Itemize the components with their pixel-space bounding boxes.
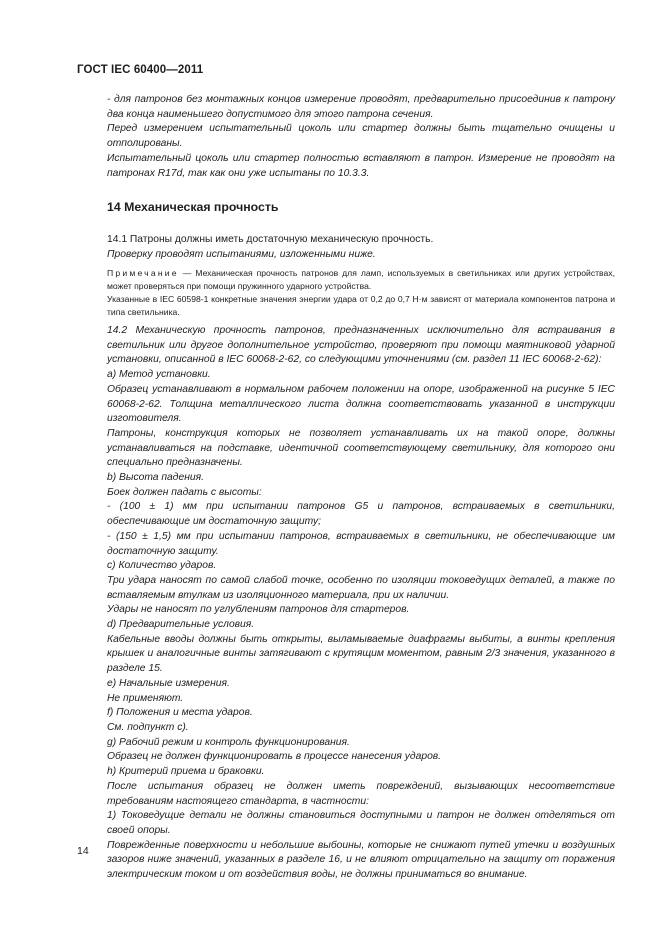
item-title: b) Высота падения. bbox=[107, 472, 204, 484]
item-title: c) Количество ударов. bbox=[107, 560, 217, 572]
note-paragraph bbox=[107, 267, 615, 293]
item-title: h) Критерий приема и браковки. bbox=[107, 766, 265, 778]
paragraph: 14.2 Механическую прочность патронов, предназначенных исключительно для встраивания в светильник или другое дополнительное устройство, проверяют при помощи маятниковой ударной установки, описанной в IEC 60068-2-62, со следующими уточнениями (см. раздел 11 IEC 60068-2-62): bbox=[107, 325, 615, 366]
note-paragraph: Указанные в IEC 60598-1 конкретные значения энергии удара от 0,2 до 0,7 Н·м зависят от материала компонентов патрона и типа светильника. bbox=[107, 294, 615, 317]
paragraph: Образец устанавливают в нормальном рабочем положении на опоре, изображенной на рисунке 5 IEC 60068-2-62. Толщина металлического листа должна соответствовать указанной в инструкции изготовителя. bbox=[107, 383, 615, 425]
item-title: g) Рабочий режим и контроль функционирования. bbox=[107, 736, 350, 748]
item-title: e) Начальные измерения. bbox=[107, 677, 230, 689]
paragraph: Кабельные вводы должны быть открыты, выламываемые диафрагмы выбиты, а винты крепления крышек и аналогичные винты затягивают с крутящим моментом, равным 2/3 значения, указанного в разделе 15. bbox=[107, 633, 615, 675]
paragraph: 14.1 Патроны должны иметь достаточную механическую прочность. bbox=[107, 234, 434, 245]
paragraph: После испытания образец не должен иметь повреждений, вызывающих несоответствие требованиям настоящего стандарта, в частности: bbox=[107, 780, 615, 807]
page-number: 14 bbox=[77, 845, 89, 857]
paragraph: Проверку проводят испытаниями, изложенными ниже. bbox=[107, 248, 376, 260]
intro-block bbox=[107, 93, 615, 181]
item-title: a) Метод установки. bbox=[107, 369, 211, 381]
clause-14-2 bbox=[107, 324, 615, 883]
document-header: ГОСТ IEC 60400—2011 bbox=[77, 64, 204, 76]
paragraph: 1) Токоведущие детали не должны становиться доступными и патрон не должен отделяться от своей опоры. bbox=[107, 810, 615, 836]
item-title: f) Положения и места ударов. bbox=[107, 707, 253, 719]
paragraph: Патроны, конструкция которых не позволяет устанавливать их на такой опоре, должны устанавливаться на подставке, идентичной соответствующему светильнику, для которого они специально предназначены. bbox=[107, 427, 615, 469]
clause-14-1 bbox=[107, 233, 615, 262]
note-text: — Механическая прочность патронов для ламп, используемых в светильниках или других устройствах, может проверяться при помощи пружинного ударного устройства. bbox=[107, 268, 615, 291]
paragraph: - для патронов без монтажных концов измерение проводят, предварительно присоединив к патрону два конца наименьшего допустимого для этого патрона сечения. bbox=[107, 94, 615, 120]
paragraph: Три удара наносят по самой слабой точке, особенно по изоляции токоведущих деталей, а также по вставляемым втулкам из изоляционного материала, при их наличии. bbox=[107, 574, 615, 601]
paragraph: Образец не должен функционировать в процессе нанесения ударов. bbox=[107, 751, 442, 763]
paragraph: Поврежденные поверхности и небольшие выбоины, которые не снижают путей утечки и воздушных зазоров ниже значений, указанных в разделе 16, и не влияют отрицательно на защиту от поражения электрическим током и от воздействия воды, не должны приниматься во внимание. bbox=[107, 839, 615, 881]
section-heading: 14 Механическая прочность bbox=[107, 200, 279, 214]
paragraph: Не применяют. bbox=[107, 692, 184, 704]
paragraph: Испытательный цоколь или стартер полностью вставляют в патрон. Измерение не проводят на патронах R17d, так как они уже испытаны по 10.3.3. bbox=[107, 152, 615, 179]
list-item: - (100 ± 1) мм при испытании патронов G5 и патронов, встраиваемых в светильники, обеспечивающие им достаточную защиту; bbox=[107, 501, 615, 528]
paragraph: Удары не наносят по углублениям патронов для стартеров. bbox=[107, 604, 410, 616]
item-title: d) Предварительные условия. bbox=[107, 619, 255, 631]
note-block bbox=[107, 267, 615, 319]
paragraph: См. подпункт c). bbox=[107, 721, 189, 733]
paragraph: Боек должен падать с высоты: bbox=[107, 486, 262, 498]
list-item: - (150 ± 1,5) мм при испытании патронов, встраиваемых в светильники, не обеспечивающие им достаточную защиту. bbox=[107, 530, 615, 557]
note-label: Примечание bbox=[107, 268, 179, 278]
paragraph: Перед измерением испытательный цоколь или стартер должны быть тщательно очищены и отполированы. bbox=[107, 123, 615, 150]
